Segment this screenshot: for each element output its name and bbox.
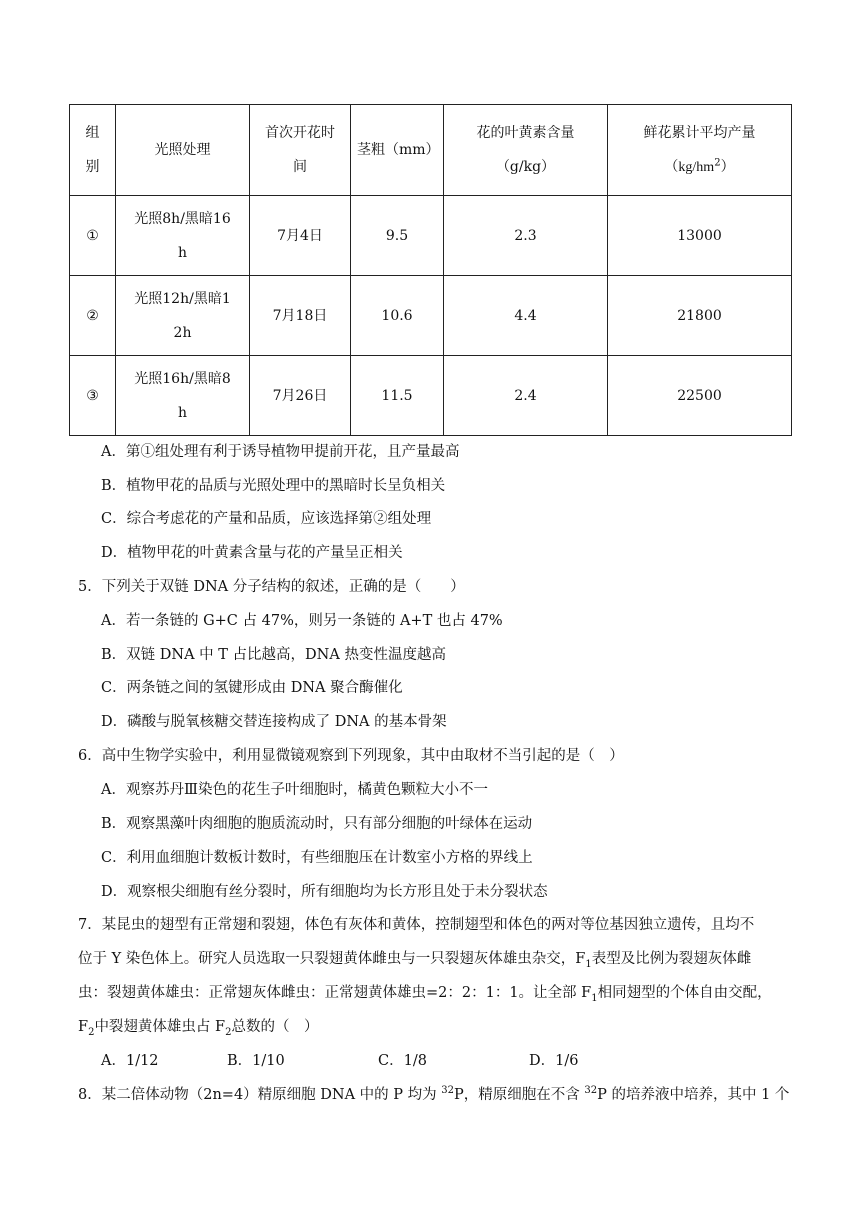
q7-stem-line1: 7．某昆虫的翅型有正常翅和裂翅，体色有灰体和黄体，控制翅型和体色的两对等位基因独立遗传，且均不 <box>78 917 755 933</box>
header-lutein <box>444 105 608 196</box>
q6-stem: 6．高中生物学实验中，利用显微镜观察到下列现象，其中由取材不当引起的是（ ） <box>78 748 624 764</box>
cell-group: ③ <box>70 356 116 436</box>
q5-option-d: D．磷酸与脱氧核糖交替连接构成了 DNA 的基本骨架 <box>101 714 447 730</box>
header-lutein-title: 花的叶黄素含量 <box>476 125 575 141</box>
header-yield-unit: $(kg/hm^2)$ <box>664 156 735 175</box>
table-row <box>70 356 792 436</box>
header-yield <box>608 105 792 196</box>
cell-lutein: 2.4 <box>444 356 608 436</box>
q6-option-a: A．观察苏丹Ⅲ染色的花生子叶细胞时，橘黄色颗粒大小不一 <box>101 782 488 798</box>
header-group: 组别 <box>70 105 116 196</box>
cell-yield: 13000 <box>608 196 792 276</box>
q6-option-c: C．利用血细胞计数板计数时，有些细胞压在计数室小方格的界线上 <box>101 850 533 866</box>
table-row <box>70 276 792 356</box>
q7-stem-line2: 位于 Y 染色体上。研究人员选取一只裂翅黄体雌虫与一只裂翅灰体雄虫杂交，$F_1$表型及比例为裂翅灰体雌 <box>78 951 752 970</box>
table-row <box>70 196 792 276</box>
q7-option-a: A．1/12 <box>101 1053 159 1069</box>
header-yield-title: 鲜花累计平均产量 <box>643 124 756 141</box>
cell-yield: 21800 <box>608 276 792 356</box>
q8-stem-line1: 8．某二倍体动物（2n=4）精原细胞 DNA 中的 P 均为 $^{32}$P，精原细胞在不含 $^{32}$P 的培养液中培养，其中 1 个 <box>78 1085 790 1103</box>
q7-option-d: D．1/6 <box>529 1053 579 1069</box>
q4-option-c: C．综合考虑花的产量和品质，应该选择第②组处理 <box>101 511 432 527</box>
cell-yield: 22500 <box>608 356 792 436</box>
cell-light: 光照8h/黑暗16h <box>116 196 250 276</box>
q5-option-a: A．若一条链的 G+C 占 47%，则另一条链的 A+T 也占 47% <box>101 613 503 629</box>
cell-date: 7月4日 <box>250 196 351 276</box>
cell-light: 光照16h/黑暗8h <box>116 356 250 436</box>
cell-stem: 10.6 <box>351 276 444 356</box>
q5-stem: 5．下列关于双链 DNA 分子结构的叙述，正确的是（ ） <box>78 579 465 595</box>
table-header-row <box>70 105 792 196</box>
cell-stem: 9.5 <box>351 196 444 276</box>
data-table <box>69 104 792 436</box>
q4-option-d: D．植物甲花的叶黄素含量与花的产量呈正相关 <box>101 545 403 561</box>
q7-option-c: C．1/8 <box>378 1053 427 1069</box>
header-light-treatment: 光照处理 <box>116 105 250 196</box>
cell-lutein: 4.4 <box>444 276 608 356</box>
cell-group: ① <box>70 196 116 276</box>
q6-option-d: D．观察根尖细胞有丝分裂时，所有细胞均为长方形且处于未分裂状态 <box>101 884 548 900</box>
q6-option-b: B．观察黑藻叶肉细胞的胞质流动时，只有部分细胞的叶绿体在运动 <box>101 816 533 832</box>
cell-date: 7月18日 <box>250 276 351 356</box>
cell-lutein: 2.3 <box>444 196 608 276</box>
q5-option-b: B．双链 DNA 中 T 占比越高，DNA 热变性温度越高 <box>101 647 446 663</box>
cell-stem: 11.5 <box>351 356 444 436</box>
cell-group: ② <box>70 276 116 356</box>
header-first-flowering: 首次开花时间 <box>250 105 351 196</box>
q7-stem-line4: $F_2$中裂翅黄体雄虫占 $F_2$总数的（ ） <box>78 1019 319 1038</box>
header-lutein-unit: （g/kg） <box>495 159 556 175</box>
cell-date: 7月26日 <box>250 356 351 436</box>
q4-option-b: B．植物甲花的品质与光照处理中的黑暗时长呈负相关 <box>101 478 446 494</box>
q7-stem-line3: 虫：裂翅黄体雄虫：正常翅灰体雌虫：正常翅黄体雄虫=2：2：1：1。让全部 $F_1$相同翅型的个体自由交配， <box>78 985 772 1004</box>
q4-option-a: A．第①组处理有利于诱导植物甲提前开花，且产量最高 <box>101 444 460 460</box>
cell-light: 光照12h/黑暗12h <box>116 276 250 356</box>
header-stem-diameter: 茎粗（mm） <box>351 105 444 196</box>
q5-option-c: C．两条链之间的氢键形成由 DNA 聚合酶催化 <box>101 680 403 696</box>
q7-option-b: B．1/10 <box>227 1053 285 1069</box>
